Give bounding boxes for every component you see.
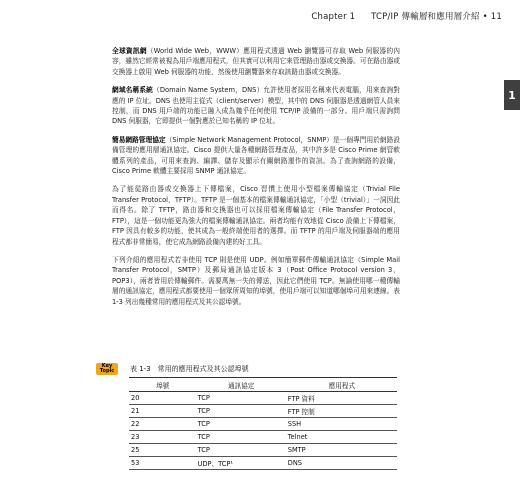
header-application: 應用程式	[286, 378, 397, 392]
running-header	[110, 10, 502, 22]
table-row: 22 TCP SSH	[129, 418, 397, 431]
ports-table	[129, 377, 397, 470]
table-caption-row	[96, 363, 249, 375]
header-bullet: •	[482, 12, 488, 22]
table-row: 23 TCP Telnet	[129, 431, 397, 444]
key-topic-badge: Key Topic	[96, 363, 118, 375]
paragraph-ports: 下列介紹的應用程式若非使用 TCP 則是使用 UDP。例如簡單郵件傳輸通訊協定（Simple Mail Transfer Protocol，SMTP）及郵局通訊協定版本 3（Post Office Protocol version 3，POP3），兩者皆用於傳輸郵件。需要萬無一失的傳送，因此它們使用 TCP。無論使用哪一種傳輸層的通訊協定，應用程式都要使用一個眾所周知的埠號，使用戶端可以知道哪個埠可用來連線。表 1-3 列出幾種常用的應用程式及其公認埠號。	[112, 255, 400, 306]
paragraph-tftp: 為了能從路由器或交換器上下傳檔案，Cisco 習慣上使用小型檔案傳輸協定（Trivial File Transfer Protocol，TFTP）。TFTP 是一個基本的檔案傳輸通訊協定，「小型（trivial）」一詞因此而得名。除了 TFTP，路由器和交換器也可以採用檔案傳輸協定（File Transfer Protocol，FTP），這是一個功能更為強大的檔案傳輸通訊協定。兩者均能有效地從 Cisco 設備上下傳檔案，FTP 因具有較多的功能，使其成為一般終端使用者的選擇。而 TFTP 的用戶端及伺服器端的應用程式都非常簡易，使它成為網路設備內建的好工具。	[112, 185, 400, 246]
term-dns: 網域名稱系統	[112, 86, 154, 95]
paragraph-snmp: 簡易網路管理協定（Simple Network Management Protocol，SNMP）是一個專門用於網路設備管理的應用層通訊協定。Cisco 提供大量各種網路管理產品，其中許多是 Cisco Prime 網管軟體系列的產品，可用來查詢、編譯、儲存及顯示有關網路運作的資訊。為了查詢網路的設備，Cisco Prime 軟體主要採用 SNMP 通訊協定。	[112, 135, 401, 176]
table-row: 21 TCP FTP 控制	[129, 405, 397, 418]
body-text	[112, 46, 400, 315]
table-row: 25 TCP SMTP	[129, 444, 397, 457]
table-row: 53 UDP、TCP¹ DNS	[129, 457, 397, 470]
chapter-title: TCP/IP 傳輸層和應用層介紹	[371, 12, 480, 22]
table-row: 20 TCP FTP 資料	[129, 392, 397, 405]
header-protocol: 通訊協定	[196, 378, 286, 392]
term-www: 全球資訊網	[112, 47, 147, 55]
page-number: 11	[490, 12, 502, 22]
chapter-tab: 1	[504, 80, 520, 110]
table-caption: 表 1-3 常用的應用程式及其公認埠號	[130, 365, 249, 373]
chapter-label: Chapter 1	[311, 12, 356, 22]
header-port: 埠號	[129, 378, 196, 392]
paragraph-www: 全球資訊網（World Wide Web，WWW）應用程式透過 Web 瀏覽器可存取 Web 伺服器的內容，雖然它經常被視為用戶端應用程式，但其實可以利用它來管理路由器或交換器。可在路由器或交換器上啟用 Web 伺服器的功能，然後使用瀏覽器來存取該路由器或交換器。	[112, 47, 400, 76]
table-header-row	[129, 378, 397, 392]
paragraph-dns: 網域名稱系統（Domain Name System，DNS）允許使用者採用名稱來代表電腦，用來查詢對應的 IP 位址。DNS 也使用主從式（client/server）模型，其中的 DNS 伺服器是透過網管人員來控制，而 DNS 用戶端的功能已融入成為幾乎任何使用 TCP/IP 設備的一部分。用戶端只需詢問 DNS 伺服器，它即提供一個對應於已知名稱的 IP 位址。	[112, 86, 401, 126]
term-snmp: 簡易網路管理協定	[112, 135, 166, 144]
